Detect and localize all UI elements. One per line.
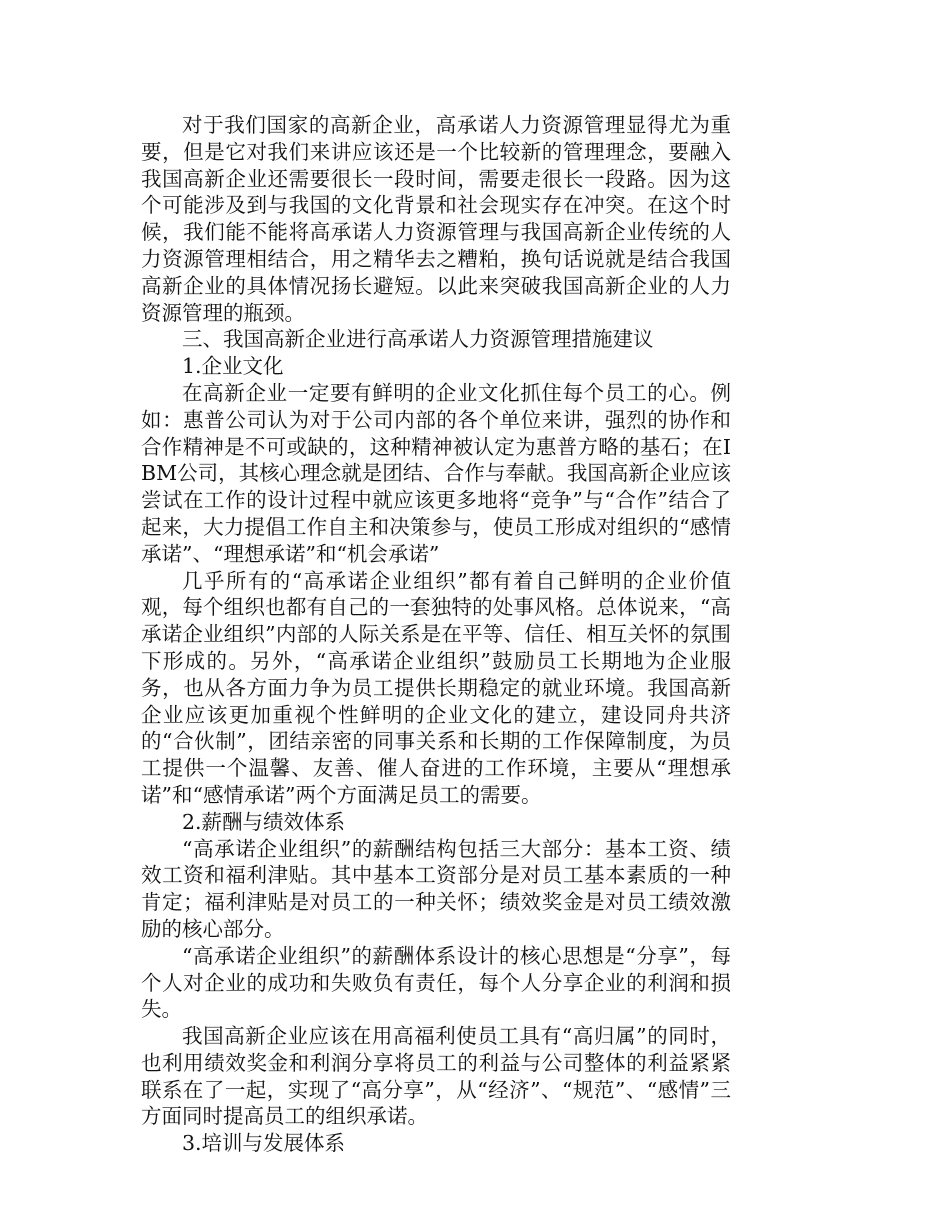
document-page	[141, 112, 731, 1157]
paragraph-culture-1: 在高新企业一定要有鲜明的企业文化抓住每个员工的心。例如：惠普公司认为对于公司内部的各个单位来讲，强烈的协作和合作精神是不可或缺的，这种精神被认定为惠普方略的基石；在IBM公司，其核心理念就是团结、合作与奉献。我国高新企业应该尝试在工作的设计过程中就应该更多地将“竞争”与“合作”结合了起来，大力提倡工作自主和决策参与，使员工形成对组织的“感情承诺”、“理想承诺”和“机会承诺”	[141, 380, 731, 566]
paragraph-compensation-3: 我国高新企业应该在用高福利使员工具有“高归属”的同时，也利用绩效奖金和利润分享将员工的利益与公司整体的利益紧紧联系在了一起，实现了“高分享”，从“经济”、“规范”、“感情”三方面同时提高员工的组织承诺。	[141, 1024, 731, 1129]
paragraph-compensation-1: “高承诺企业组织”的薪酬结构包括三大部分：基本工资、绩效工资和福利津贴。其中基本工资部分是对员工基本素质的一种肯定；福利津贴是对员工的一种关怀；绩效奖金是对员工绩效激励的核心部分。	[141, 836, 731, 941]
subsection-heading-culture: 1.企业文化	[182, 354, 284, 379]
subsection-heading-compensation: 2.薪酬与绩效体系	[182, 809, 346, 834]
paragraph-culture-2: 几乎所有的“高承诺企业组织”都有着自己鲜明的企业价值观，每个组织也都有自己的一套独特的处事风格。总体说来，“高承诺企业组织”内部的人际关系是在平等、信任、相互关怀的氛围下形成的。另外，“高承诺企业组织”鼓励员工长期地为企业服务，也从各方面力争为员工提供长期稳定的就业环境。我国高新企业应该更加重视个性鲜明的企业文化的建立，建设同舟共济的“合伙制”，团结亲密的同事关系和长期的工作保障制度，为员工提供一个温馨、友善、催人奋进的工作环境，主要从“理想承诺”和“感情承诺”两个方面满足员工的需要。	[141, 568, 731, 807]
paragraph-intro: 对于我们国家的高新企业，高承诺人力资源管理显得尤为重要，但是它对我们来讲应该还是一个比较新的管理理念，要融入我国高新企业还需要很长一段时间，需要走很长一段路。因为这个可能涉及到与我国的文化背景和社会现实存在冲突。在这个时候，我们能不能将高承诺人力资源管理与我国高新企业传统的人力资源管理相结合，用之精华去之糟粕，换句话说就是结合我国高新企业的具体情况扬长避短。以此来突破我国高新企业的人力资源管理的瓶颈。	[141, 113, 731, 325]
paragraph-compensation-2: “高承诺企业组织”的薪酬体系设计的核心思想是“分享”，每个人对企业的成功和失败负有责任，每个人分享企业的利润和损失。	[141, 943, 731, 1022]
subsection-heading-training: 3.培训与发展体系	[182, 1131, 346, 1156]
section-heading-3: 三、我国高新企业进行高承诺人力资源管理措施建议	[182, 327, 654, 352]
